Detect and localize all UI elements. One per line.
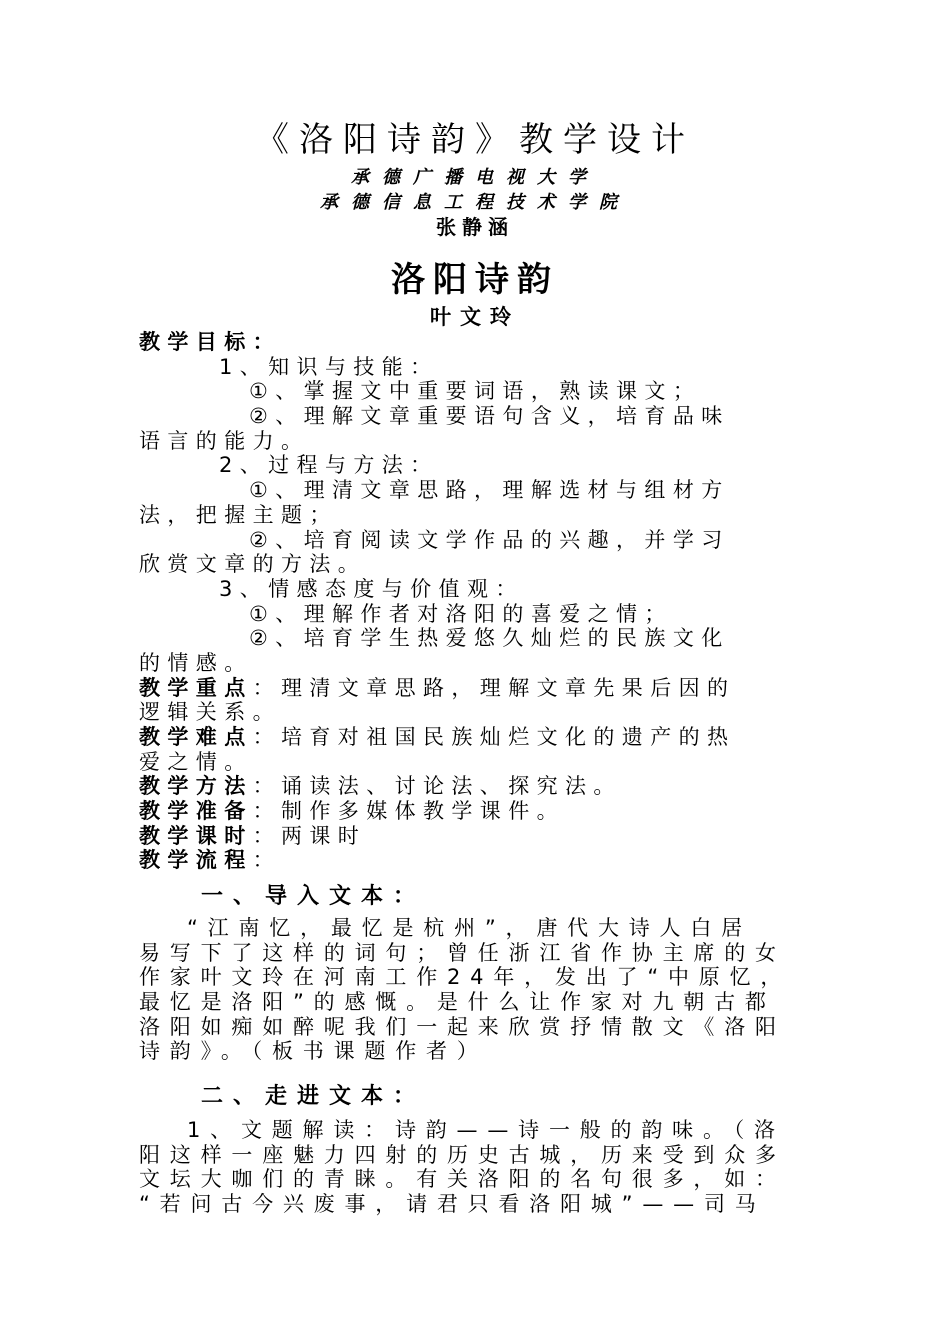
section-enter <box>139 1080 803 1217</box>
designer-name: 张静涵 <box>436 215 514 239</box>
paragraph-line: 最忆是洛阳”的感慨。是什么让作家对九朝古都 <box>139 990 776 1015</box>
key-point: 教学重点：理清文章思路，理解文章先果后因的 <box>139 675 736 700</box>
goal-line: 2、过程与方法： <box>219 453 439 478</box>
paragraph-line: 阳这样一座魅力四射的历史古城，历来受到众多 <box>139 1142 786 1167</box>
goal-line: 法，把握主题； <box>139 502 338 527</box>
goal-line: 欣赏文章的方法。 <box>139 552 367 577</box>
key-point-cont: 逻辑关系。 <box>139 700 281 725</box>
document-title: 《洛阳诗韵》教学设计 <box>255 120 695 160</box>
difficult-point: 教学难点：培育对祖国民族灿烂文化的遗产的热 <box>139 725 736 749</box>
paragraph-line: 1、文题解读：诗韵——诗一般的韵味。（洛 <box>187 1118 785 1142</box>
paragraph-line: 文坛大咖们的青睐。有关洛阳的名句很多，如： <box>139 1167 786 1192</box>
paragraph-line: 诗韵》。（板书课题作者） <box>139 1039 488 1064</box>
paragraph-line: 洛阳如痴如醉呢我们一起来欣赏抒情散文《洛阳 <box>139 1014 786 1039</box>
school-name-2: 承德信息工程技术学院 <box>320 192 630 213</box>
goal-line: ①、理解作者对洛阳的喜爱之情； <box>249 601 673 626</box>
text-author: 叶文玲 <box>430 305 520 329</box>
goal-line: 1、知识与技能： <box>219 354 439 379</box>
goal-line: ②、培育学生热爱悠久灿烂的民族文化 <box>249 626 730 651</box>
teaching-prep: 教学准备：制作多媒体教学课件。 <box>139 799 566 824</box>
paragraph-line: “江南忆，最忆是杭州”，唐代大诗人白居 <box>187 916 752 940</box>
school-name-1: 承德广播电视大学 <box>351 167 599 188</box>
paragraph-line: 作家叶文玲在河南工作24年，发出了“中原忆， <box>139 965 792 990</box>
goal-line: 3、情感态度与价值观： <box>219 576 524 601</box>
goal-line: ②、理解文章重要语句含义，培育品味 <box>249 404 730 429</box>
difficult-point-cont: 爱之情。 <box>139 749 253 774</box>
goal-line: 的情感。 <box>139 650 253 675</box>
goal-line: ①、理清文章思路，理解选材与组材方 <box>249 478 730 503</box>
paragraph-line: 易写下了这样的词句；曾任浙江省作协主席的女 <box>139 940 786 965</box>
teaching-method: 教学方法：诵读法、讨论法、探究法。 <box>139 774 622 799</box>
section-intro <box>139 882 803 1064</box>
section-heading: 一、导入文本： <box>201 884 426 909</box>
teaching-hours: 教学课时：两课时 <box>139 823 367 848</box>
paragraph-line: “若问古今兴废事，请君只看洛阳城”——司马 <box>139 1192 766 1217</box>
section-heading: 二、走进文本： <box>201 1084 426 1109</box>
teaching-goals <box>139 330 803 873</box>
goal-line: 语言的能力。 <box>139 428 310 453</box>
goal-line: ①、掌握文中重要词语，熟读课文； <box>249 379 702 404</box>
teaching-flow: 教学流程： <box>139 848 282 873</box>
goal-line: ②、培育阅读文学作品的兴趣，并学习 <box>249 527 730 552</box>
text-title: 洛阳诗韵 <box>391 260 559 300</box>
goals-heading: 教学目标： <box>139 330 281 354</box>
